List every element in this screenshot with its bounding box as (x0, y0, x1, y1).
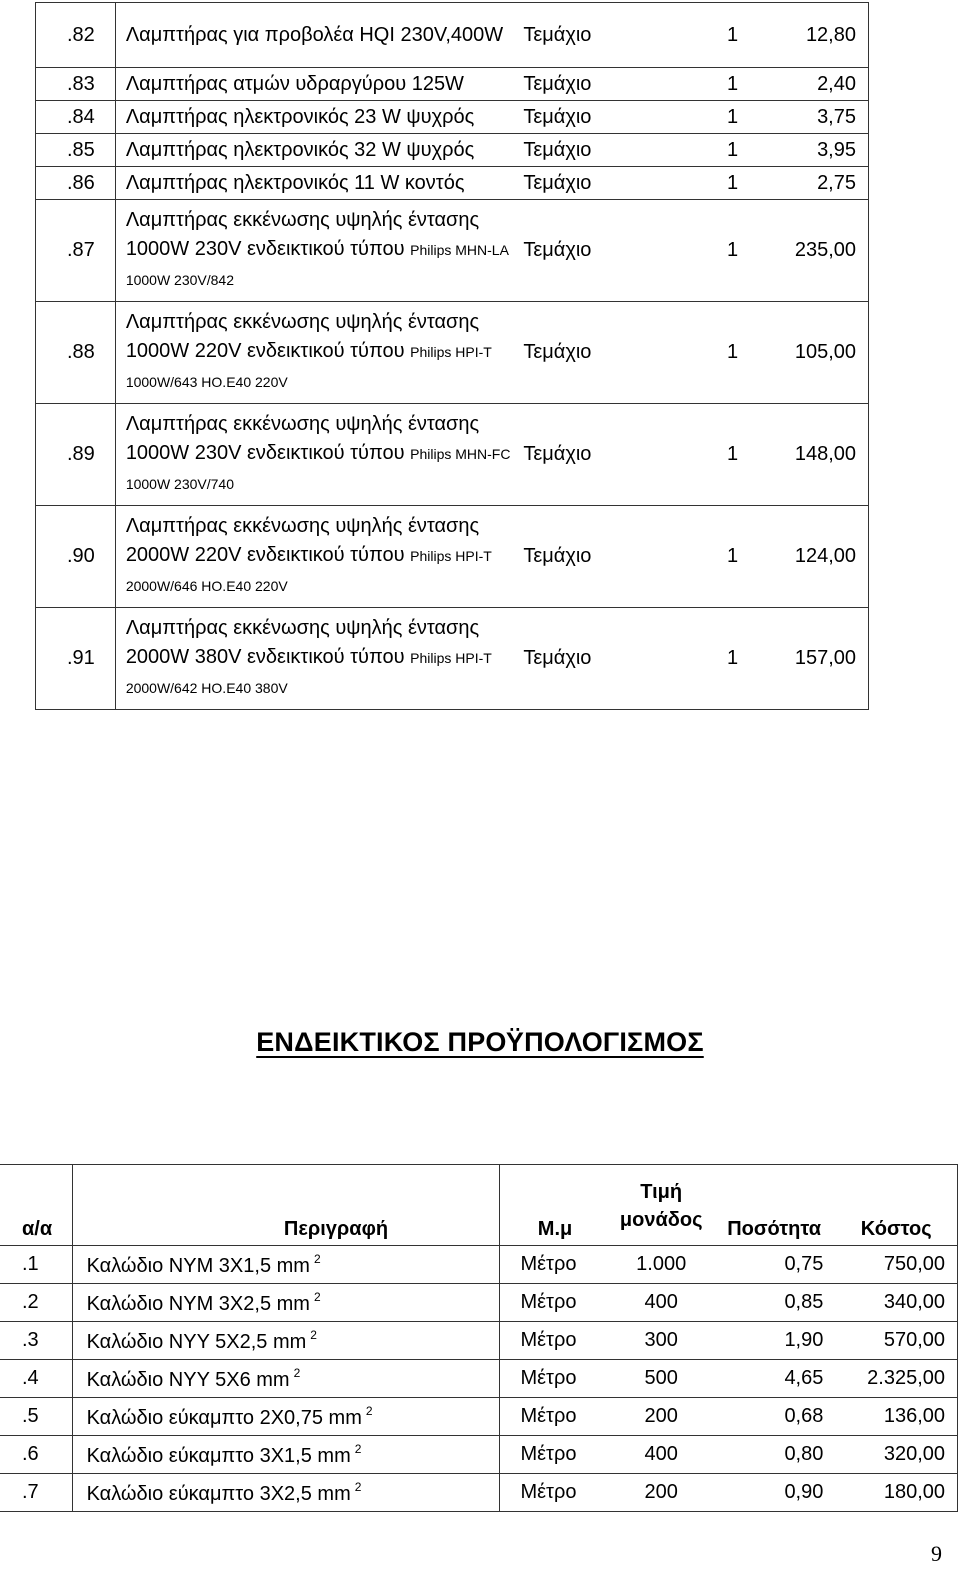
row-cost: 180,00 (835, 1474, 957, 1512)
item-unit: Τεμάχιο (515, 404, 646, 506)
item-unit: Τεμάχιο (515, 167, 646, 200)
row-aa: .5 (0, 1398, 72, 1436)
item-quantity: 1 (646, 506, 738, 608)
table-row (36, 68, 869, 101)
row-description-text: Καλώδιο NYY 5X2,5 mm (86, 1330, 307, 1353)
item-description (115, 200, 515, 302)
header-unit-price (610, 1165, 713, 1246)
item-number: .87 (36, 200, 116, 302)
row-cost: 570,00 (835, 1322, 957, 1360)
table-row (0, 1322, 958, 1360)
item-quantity: 1 (646, 200, 738, 302)
item-quantity: 1 (646, 134, 738, 167)
row-description-text: Καλώδιο NYM 3X2,5 mm (86, 1292, 310, 1315)
table-row (36, 302, 869, 404)
header-aa: α/α (22, 1218, 53, 1240)
item-description (115, 404, 515, 506)
table-row (0, 1474, 958, 1512)
table-row (36, 200, 869, 302)
item-description-model: Philips MHN-FC 1000W 230V/740 (125, 445, 511, 492)
row-unit-price: 200 (610, 1474, 713, 1512)
superscript: 2 (293, 1365, 301, 1380)
row-description (72, 1322, 500, 1360)
row-description (72, 1436, 500, 1474)
item-quantity: 1 (646, 3, 738, 68)
table-row (36, 404, 869, 506)
row-aa: .3 (0, 1322, 72, 1360)
item-description-model: Philips MHN-LA 1000W 230V/842 (125, 241, 509, 288)
item-description-main: Λαμπτήρας εκκένωσης υψηλής έντασης 2000W 380V ενδεικτικού τύπου (125, 616, 480, 668)
row-unit: Μέτρο (500, 1322, 610, 1360)
item-description-model: Philips HPI-T 1000W/643 HO.E40 220V (125, 343, 492, 390)
table-row (0, 1398, 958, 1436)
header-cost: Κόστος (860, 1218, 932, 1240)
item-description-main: Λαμπτήρας εκκένωσης υψηλής έντασης 2000W 220V ενδεικτικού τύπου (125, 514, 480, 566)
superscript: 2 (365, 1403, 373, 1418)
item-description-model: Philips HPI-T 2000W/642 HO.E40 380V (125, 649, 492, 696)
item-unit: Τεμάχιο (515, 506, 646, 608)
row-aa: .7 (0, 1474, 72, 1512)
table-row (36, 101, 869, 134)
item-description (115, 506, 515, 608)
row-cost: 2.325,00 (835, 1360, 957, 1398)
header-description: Περιγραφή (72, 1165, 500, 1246)
row-description-text: Καλώδιο NYY 5X6 mm (86, 1368, 290, 1391)
table-row (36, 3, 869, 68)
item-cost: 2,40 (738, 68, 868, 101)
row-unit: Μέτρο (500, 1474, 610, 1512)
item-cost: 3,75 (738, 101, 868, 134)
item-description: Λαμπτήρας ηλεκτρονικός 23 W ψυχρός (115, 101, 515, 134)
header-unit-price-line1: Τιμή (640, 1181, 683, 1203)
item-unit: Τεμάχιο (515, 3, 646, 68)
item-number: .85 (36, 134, 116, 167)
item-unit: Τεμάχιο (523, 647, 592, 669)
budget-title: ΕΝΔΕΙΚΤΙΚΟΣ ΠΡΟΫΠΟΛΟΓΙΣΜΟΣ (256, 1027, 704, 1057)
header-unit: Μ.μ (500, 1165, 610, 1246)
item-quantity: 1 (646, 68, 738, 101)
row-unit-price: 200 (610, 1398, 713, 1436)
header-quantity: Ποσότητα (727, 1218, 821, 1240)
item-cost: 2,75 (738, 167, 868, 200)
row-unit-price: 1.000 (610, 1246, 713, 1284)
item-cost: 3,95 (738, 134, 868, 167)
item-number: .86 (36, 167, 116, 200)
table-row (36, 506, 869, 608)
superscript: 2 (354, 1479, 362, 1494)
item-quantity: 1 (646, 404, 738, 506)
table-row (36, 134, 869, 167)
item-description-model: Philips HPI-T 2000W/646 HO.E40 220V (125, 547, 492, 594)
item-description (115, 608, 515, 710)
row-unit-price: 400 (610, 1436, 713, 1474)
item-unit: Τεμάχιο (515, 302, 646, 404)
superscript: 2 (354, 1441, 362, 1456)
table-header-row (0, 1165, 958, 1246)
item-unit: Τεμάχιο (515, 134, 646, 167)
item-description: Λαμπτήρας για προβολέα HQI 230V,400W (115, 3, 515, 68)
row-unit: Μέτρο (500, 1360, 610, 1398)
item-number: .91 (67, 647, 95, 669)
item-cost: 157,00 (794, 647, 856, 669)
row-aa: .1 (0, 1246, 72, 1284)
row-description (72, 1360, 500, 1398)
item-description: Λαμπτήρας ηλεκτρονικός 32 W ψυχρός (115, 134, 515, 167)
row-quantity: 0,85 (713, 1284, 836, 1322)
row-quantity: 0,80 (713, 1436, 836, 1474)
item-number: .88 (36, 302, 116, 404)
row-aa: .4 (0, 1360, 72, 1398)
row-unit: Μέτρο (500, 1246, 610, 1284)
item-quantity: 1 (646, 101, 738, 134)
row-description-text: Καλώδιο NYM 3X1,5 mm (86, 1254, 310, 1277)
row-unit-price: 300 (610, 1322, 713, 1360)
table-row (36, 167, 869, 200)
row-description-text: Καλώδιο εύκαμπτο 2Χ0,75 mm (86, 1406, 362, 1429)
item-number: .90 (36, 506, 116, 608)
item-cost: 12,80 (738, 3, 868, 68)
item-description-main: Λαμπτήρας εκκένωσης υψηλής έντασης 1000W 230V ενδεικτικού τύπου (125, 412, 480, 464)
superscript: 2 (313, 1289, 321, 1304)
table-row (0, 1284, 958, 1322)
superscript: 2 (310, 1327, 317, 1342)
item-number: .84 (36, 101, 116, 134)
superscript: 2 (313, 1251, 321, 1266)
item-cost: 148,00 (738, 404, 868, 506)
row-unit-price: 400 (610, 1284, 713, 1322)
item-unit: Τεμάχιο (515, 200, 646, 302)
row-cost: 750,00 (835, 1246, 957, 1284)
item-cost: 235,00 (738, 200, 868, 302)
item-description-main: Λαμπτήρας εκκένωσης υψηλής έντασης 1000W 220V ενδεικτικού τύπου (125, 310, 480, 362)
item-description (115, 302, 515, 404)
item-quantity: 1 (646, 302, 738, 404)
row-cost: 136,00 (835, 1398, 957, 1436)
row-unit: Μέτρο (500, 1436, 610, 1474)
row-description (72, 1474, 500, 1512)
item-cost: 124,00 (738, 506, 868, 608)
row-quantity: 0,90 (713, 1474, 836, 1512)
table-row (0, 1360, 958, 1398)
row-unit: Μέτρο (500, 1284, 610, 1322)
item-unit: Τεμάχιο (515, 68, 646, 101)
item-number: .82 (36, 3, 116, 68)
lamp-items-table (35, 2, 869, 710)
row-description-text: Καλώδιο εύκαμπτο 3Χ1,5 mm (86, 1444, 351, 1467)
row-unit: Μέτρο (500, 1398, 610, 1436)
item-number: .83 (36, 68, 116, 101)
row-description (72, 1398, 500, 1436)
budget-table (0, 1164, 958, 1512)
item-cost: 105,00 (738, 302, 868, 404)
row-description-text: Καλώδιο εύκαμπτο 3Χ2,5 mm (86, 1482, 351, 1505)
row-quantity: 1,90 (713, 1322, 836, 1360)
row-unit-price: 500 (610, 1360, 713, 1398)
row-aa: .6 (0, 1436, 72, 1474)
item-description: Λαμπτήρας ηλεκτρονικός 11 W κοντός (115, 167, 515, 200)
row-cost: 340,00 (835, 1284, 957, 1322)
page-number: 9 (931, 1541, 942, 1566)
item-quantity: 1 (646, 167, 738, 200)
row-quantity: 4,65 (713, 1360, 836, 1398)
table-row (0, 1436, 958, 1474)
row-quantity: 0,68 (713, 1398, 836, 1436)
item-number: .89 (36, 404, 116, 506)
item-quantity: 1 (727, 647, 739, 669)
row-description (72, 1284, 500, 1322)
row-aa: .2 (0, 1284, 72, 1322)
table-row (36, 608, 869, 710)
row-description (72, 1246, 500, 1284)
item-description: Λαμπτήρας ατμών υδραργύρου 125W (115, 68, 515, 101)
row-cost: 320,00 (835, 1436, 957, 1474)
item-description-main: Λαμπτήρας εκκένωσης υψηλής έντασης 1000W 230V ενδεικτικού τύπου (125, 208, 480, 260)
item-unit: Τεμάχιο (515, 101, 646, 134)
table-row (0, 1246, 958, 1284)
header-unit-price-line2: μονάδος (619, 1209, 703, 1231)
row-quantity: 0,75 (713, 1246, 836, 1284)
